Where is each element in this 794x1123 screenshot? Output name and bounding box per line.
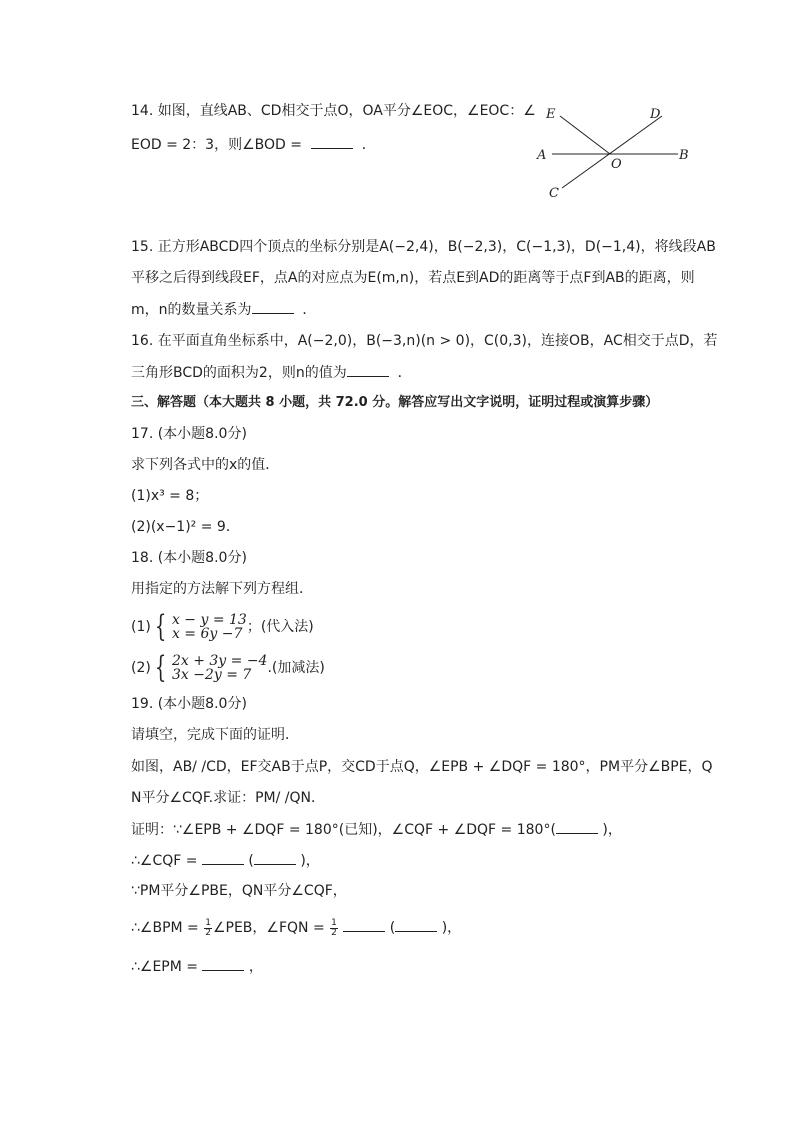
q16-line1: 16. 在平面直角坐标系中，A(−2,0)，B(−3,n)(n > 0)，C(0,3)，连接OB，AC相交于点D，若 [131,333,718,349]
q17-part2: (2)(x−1)² = 9． [131,519,240,535]
q17-part1: (1)x³ = 8； [131,488,209,504]
q19-header: 19. (本小题8.0分) [131,696,247,712]
q19-blank-6[interactable] [202,956,244,971]
q19-blank-1[interactable] [556,819,598,834]
label-e: E [546,107,556,122]
q16-answer-blank[interactable] [347,362,389,377]
q19-blank-4[interactable] [343,917,385,932]
q19-prompt: 请填空，完成下面的证明． [131,727,299,743]
fraction-half: $\frac{1}{2}$ [331,917,337,938]
q14-line1: 14. 如图，直线AB、CD相交于点O，OA平分∠EOC，∠EOC：∠ [131,103,536,119]
q14-line2: EOD = 2：3，则∠BOD = ． [131,134,376,155]
q18-part1: (1) { x − y = 13 x = 6y −7 ；(代入法) [131,609,314,644]
label-b: B [679,148,689,163]
q15-line1: 15. 正方形ABCD四个顶点的坐标分别是A(−2,4)，B(−2,3)，C(−1,3)，D(−1,4)，将线段AB [131,239,716,255]
label-o: O [611,157,622,172]
section-3-heading: 三、解答题（本大题共 8 小题，共 72.0 分。解答应写出文字说明，证明过程或演算步骤） [131,395,659,410]
q18-prompt: 用指定的方法解下列方程组． [131,581,313,597]
q19-blank-2[interactable] [202,850,244,865]
fraction-half: $\frac{1}{2}$ [205,917,211,938]
q19-line4: ∴∠CQF = ( )， [131,850,320,871]
q17-header: 17. (本小题8.0分) [131,426,247,442]
label-a: A [537,148,547,163]
q19-blank-3[interactable] [254,850,296,865]
label-c: C [549,186,559,201]
q19-line5: ∵PM平分∠PBE，QN平分∠CQF， [131,883,347,899]
q14-answer-blank[interactable] [311,134,353,149]
label-d: D [650,107,661,122]
line-cd [562,116,662,188]
q19-line6: ∴∠BPM = $\frac{1}{2}$ ∠PEB，∠FQN = $\frac{1}{2}$ ( )， [131,917,462,938]
q15-line3: m，n的数量关系为 ． [131,299,316,320]
ray-oe [560,116,610,154]
q14-figure [530,100,700,205]
q19-line7: ∴∠EPM = ， [131,956,263,977]
q16-line2: 三角形BCD的面积为2，则n的值为 ． [131,362,412,383]
q19-line1: 如图，AB/ /CD，EF交AB于点P，交CD于点Q，∠EPB + ∠DQF = 180°，PM平分∠BPE，Q [131,759,713,775]
q17-prompt: 求下列各式中的x的值． [131,457,280,473]
q18-part2: (2) { 2x + 3y = −4 3x −2y = 7 .(加减法) [131,650,325,685]
q19-line3: 证明：∵∠EPB + ∠DQF = 180°(已知)，∠CQF + ∠DQF = 180°( )， [131,819,622,840]
q19-blank-5[interactable] [395,917,437,932]
q15-answer-blank[interactable] [252,299,294,314]
q19-line2: N平分∠CQF.求证：PM/ /QN． [131,790,325,806]
q18-header: 18. (本小题8.0分) [131,550,247,566]
q15-line2: 平移之后得到线段EF，点A的对应点为E(m,n)，若点E到AD的距离等于点F到AB的距离，则 [131,270,695,286]
